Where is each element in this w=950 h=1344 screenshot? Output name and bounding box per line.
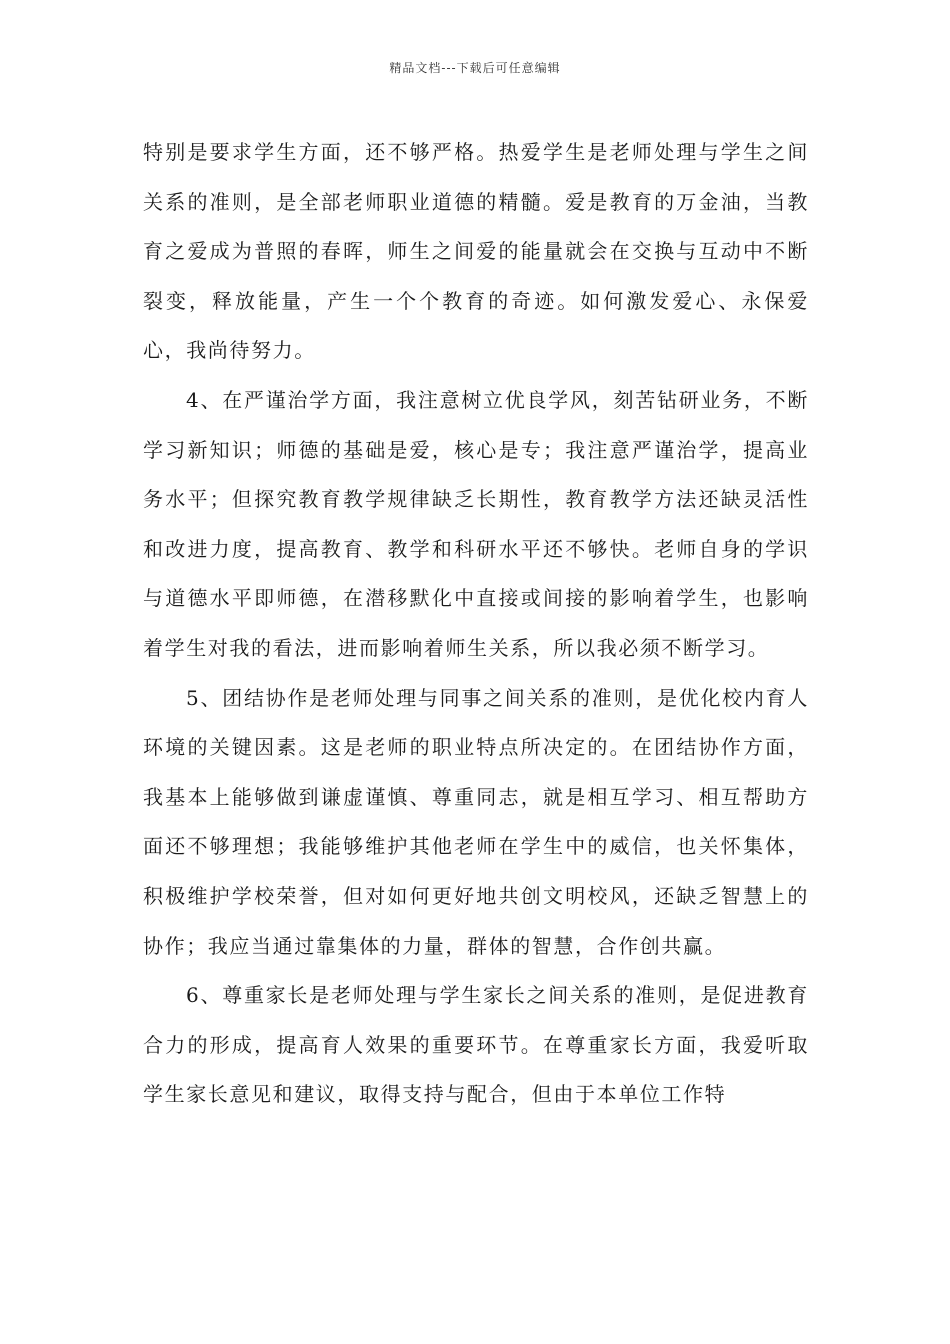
page-header: 精品文档---下载后可任意编辑 <box>389 61 561 75</box>
paragraph-item-6: 6、尊重家长是老师处理与学生家长之间关系的准则，是促进教育合力的形成，提高育人效果的重要环节。在尊重家长方面，我爱听取学生家长意见和建议，取得支持与配合，但由于本单位工作特 <box>143 983 809 1107</box>
paragraph-item-5: 5、团结协作是老师处理与同事之间关系的准则，是优化校内育人环境的关键因素。这是老师的职业特点所决定的。在团结协作方面，我基本上能够做到谦虚谨慎、尊重同志，就是相互学习、相互帮助方面还不够理想；我能够维护其他老师在学生中的威信，也关怀集体，积极维护学校荣誉，但对如何更好地共创文明校风，还缺乏智慧上的协作；我应当通过靠集体的力量，群体的智慧，合作创共赢。 <box>143 685 809 958</box>
document-body <box>143 128 809 1120</box>
paragraph-item-4: 4、在严谨治学方面，我注意树立优良学风，刻苦钻研业务，不断学习新知识；师德的基础是爱，核心是专；我注意严谨治学，提高业务水平；但探究教育教学规律缺乏长期性，教育教学方法还缺灵活性和改进力度，提高教育、教学和科研水平还不够快。老师自身的学识与道德水平即师德，在潜移默化中直接或间接的影响着学生，也影响着学生对我的看法，进而影响着师生关系，所以我必须不断学习。 <box>143 387 809 660</box>
paragraph-continuation: 特别是要求学生方面，还不够严格。热爱学生是老师处理与学生之间关系的准则，是全部老师职业道德的精髓。爱是教育的万金油，当教育之爱成为普照的春晖，师生之间爱的能量就会在交换与互动中不断裂变，释放能量，产生一个个教育的奇迹。如何激发爱心、永保爱心，我尚待努力。 <box>143 140 809 363</box>
